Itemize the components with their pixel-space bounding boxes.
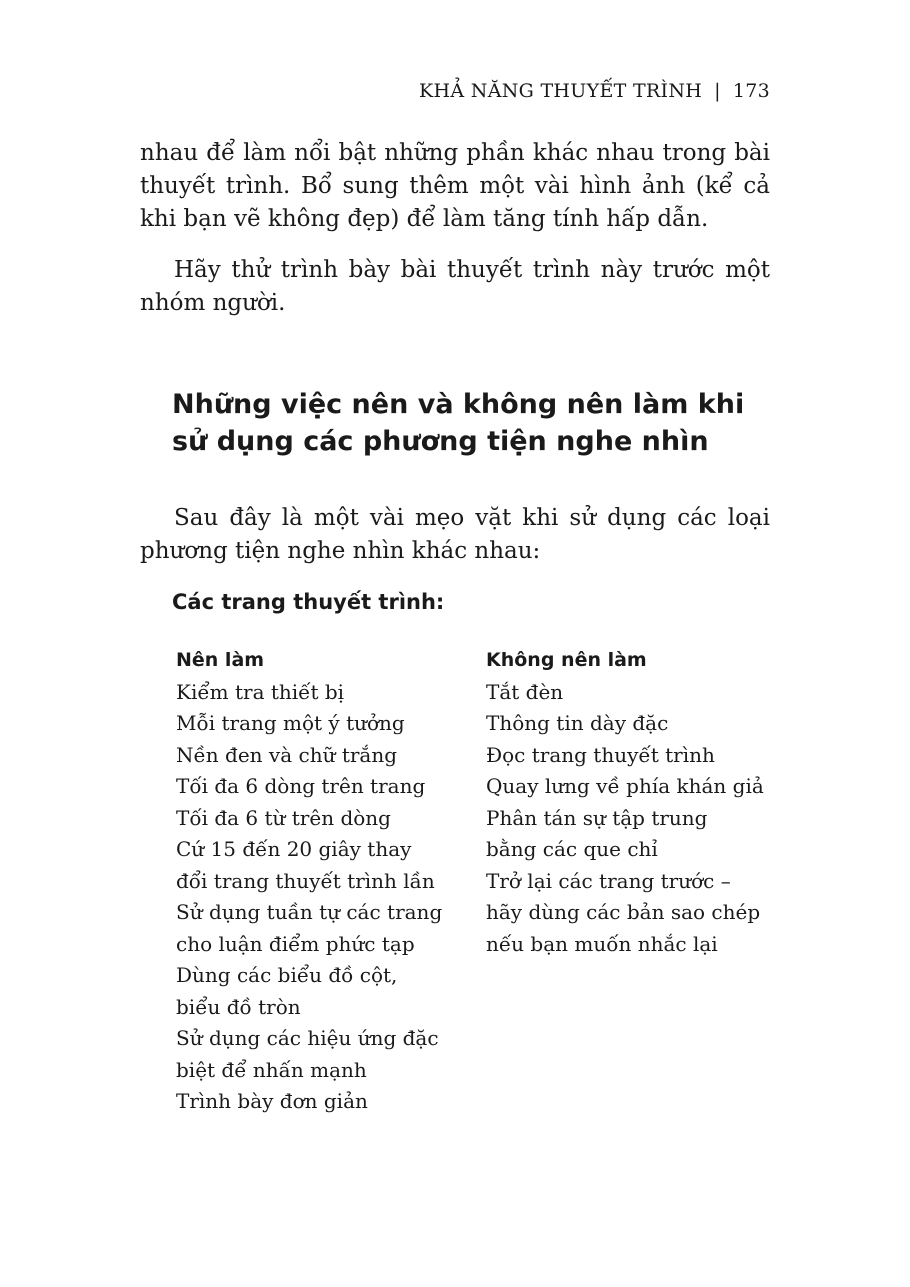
paragraph-practice: Hãy thử trình bày bài thuyết trình này trước một nhóm người. (140, 257, 770, 316)
dont-item: bằng các que chỉ (486, 837, 658, 861)
paragraph-intro: Sau đây là một vài mẹo vặt khi sử dụng các loại phương tiện nghe nhìn khác nhau: (140, 505, 770, 564)
section-heading (172, 386, 772, 460)
dont-item: hãy dùng các bản sao chép (486, 900, 761, 924)
do-item: Nền đen và chữ trắng (176, 742, 398, 767)
do-item: Sử dụng các hiệu ứng đặc (176, 1026, 439, 1050)
paragraph-continued: nhau để làm nổi bật những phần khác nhau trong bài thuyết trình. Bổ sung thêm một vài hình ảnh (kể cả khi bạn vẽ không đẹp) để làm tăng tính hấp dẫn. (140, 140, 770, 232)
do-column (176, 645, 476, 1118)
page-number: 173 (732, 80, 770, 102)
header-separator: | (714, 80, 721, 102)
do-item: biểu đồ tròn (176, 994, 301, 1019)
do-item: Tối đa 6 dòng trên trang (176, 774, 426, 798)
dont-column-heading: Không nên làm (486, 649, 647, 671)
do-item: Tối đa 6 từ trên dòng (176, 805, 391, 830)
do-item: Cứ 15 đến 20 giây thay (176, 837, 412, 861)
do-column-heading: Nên làm (176, 649, 265, 671)
do-item: Dùng các biểu đồ cột, (176, 963, 398, 987)
do-item: Trình bày đơn giản (176, 1089, 368, 1113)
do-item: cho luận điểm phức tạp (176, 931, 415, 956)
section-heading-line-1: Những việc nên và không nên làm khi (172, 389, 745, 420)
dont-item: Đọc trang thuyết trình (486, 742, 715, 767)
do-item: đổi trang thuyết trình lần (176, 868, 435, 893)
dont-item: Trở lại các trang trước – (486, 868, 731, 893)
header-title: KHẢ NĂNG THUYẾT TRÌNH (419, 80, 703, 102)
do-item: Kiểm tra thiết bị (176, 679, 345, 704)
section-heading-line-2: sử dụng các phương tiện nghe nhìn (172, 426, 709, 457)
do-item: biệt để nhấn mạnh (176, 1057, 367, 1082)
running-header (419, 80, 770, 102)
dont-column (486, 645, 776, 960)
dont-item: Thông tin dày đặc (486, 711, 669, 735)
dont-item: Quay lưng về phía khán giả (486, 774, 764, 798)
dont-item: Tắt đèn (486, 679, 564, 704)
do-item: Sử dụng tuần tự các trang (176, 900, 443, 924)
do-item: Mỗi trang một ý tưởng (176, 711, 405, 735)
dont-item: Phân tán sự tập trung (486, 805, 708, 830)
sub-heading: Các trang thuyết trình: (172, 590, 445, 614)
dont-item: nếu bạn muốn nhắc lại (486, 931, 718, 956)
